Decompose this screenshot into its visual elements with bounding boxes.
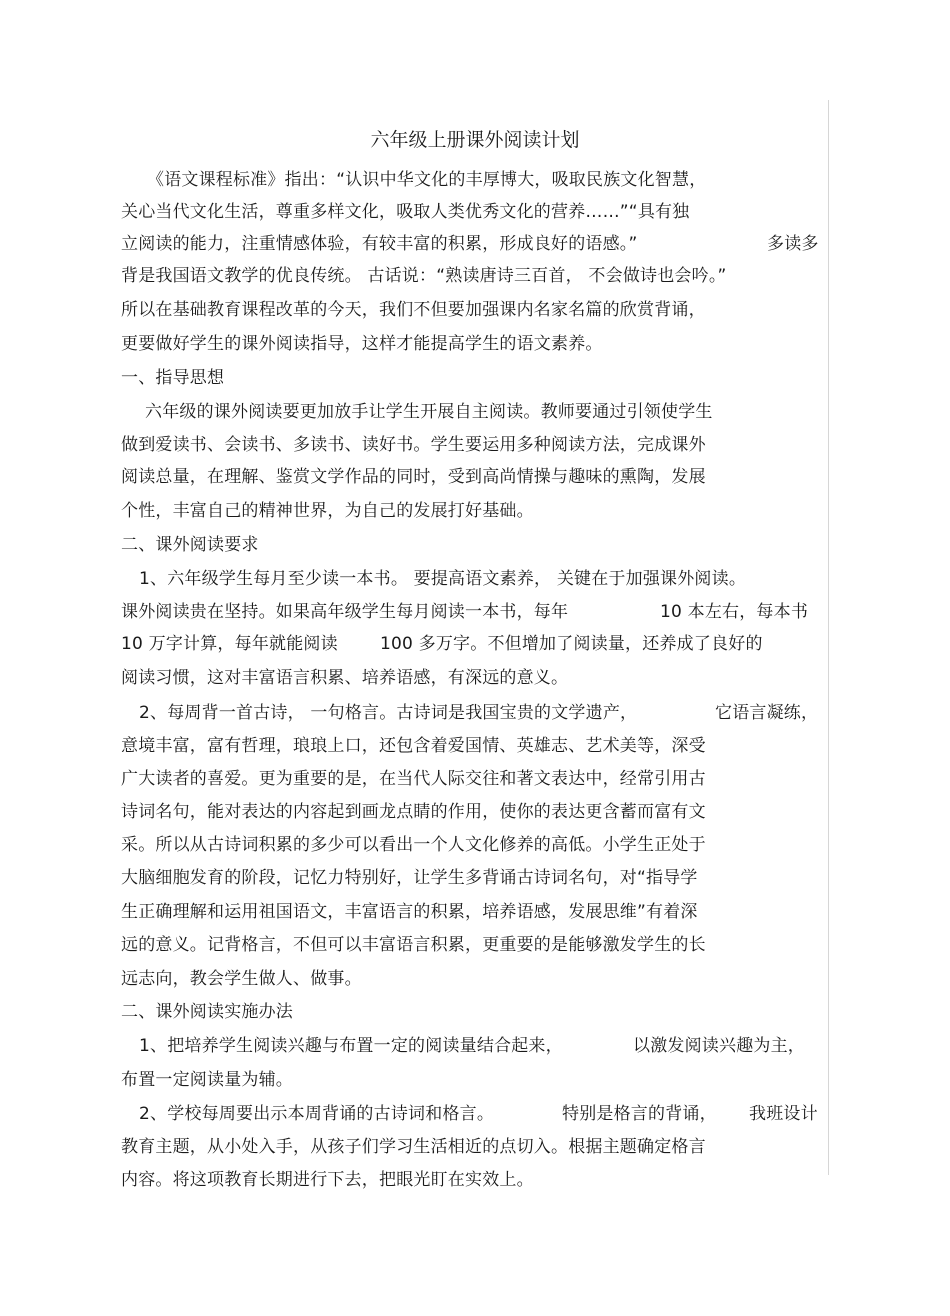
paragraph-line: 诗词名句，能对表达的内容起到画龙点睛的作用，使你的表达更含蓄而富有文	[121, 802, 706, 822]
paragraph-line: 所以在基础教育课程改革的今天，我们不但要加强课内名家名篇的欣赏背诵，	[121, 300, 706, 320]
paragraph-line: 六年级的课外阅读要更加放手让学生开展自主阅读。教师要通过引领使学生	[145, 402, 713, 422]
paragraph-line: 课外阅读贵在坚持。如果高年级学生每月阅读一本书，每年	[121, 602, 569, 622]
paragraph-line: 远的意义。记背格言，不但可以丰富语言积累，更重要的是能够激发学生的长	[121, 935, 706, 955]
paragraph-line: 《语文课程标准》指出：“认识中华文化的丰厚博大，吸取民族文化智慧，	[147, 170, 707, 190]
paragraph-line: 大脑细胞发育的阶段，记忆力特别好，让学生多背诵古诗词名句，对“指导学	[121, 868, 698, 888]
paragraph-line: 布置一定阅读量为辅。	[121, 1070, 293, 1090]
paragraph-line: 1、六年级学生每月至少读一本书。 要提高语文素养， 关键在于加强课外阅读。	[139, 569, 747, 589]
paragraph-line: 关心当代文化生活，尊重多样文化，吸取人类优秀文化的营养……”“具有独	[121, 202, 690, 222]
paragraph-line: 做到爱读书、会读书、多读书、读好书。学生要运用多种阅读方法，完成课外	[121, 435, 706, 455]
paragraph-line: 我班设计	[749, 1104, 818, 1124]
paragraph-line: 多读多	[767, 234, 819, 254]
paragraph-line: 更要做好学生的课外阅读指导，这样才能提高学生的语文素养。	[121, 334, 603, 354]
paragraph-line: 内容。将这项教育长期进行下去，把眼光盯在实效上。	[121, 1170, 534, 1190]
paragraph-line: 生正确理解和运用祖国语文，丰富语言的积累，培养语感，发展思维”有着深	[121, 902, 698, 922]
paragraph-line: 阅读总量，在理解、鉴赏文学作品的同时，受到高尚情操与趣味的熏陶，发展	[121, 467, 706, 487]
paragraph-line: 1、把培养学生阅读兴趣与布置一定的阅读量结合起来，	[139, 1036, 563, 1056]
page-title: 六年级上册课外阅读计划	[370, 129, 580, 151]
section-heading: 二、课外阅读要求	[121, 535, 259, 555]
paragraph-line: 教育主题，从小处入手，从孩子们学习生活相近的点切入。根据主题确定格言	[121, 1137, 706, 1157]
page-edge-divider	[828, 100, 829, 1175]
paragraph-line: 10 万字计算，每年就能阅读	[121, 634, 338, 654]
section-heading: 二、课外阅读实施办法	[121, 1002, 293, 1022]
paragraph-line: 100 多万字。不但增加了阅读量，还养成了良好的	[380, 634, 763, 654]
paragraph-line: 10 本左右，每本书	[660, 602, 809, 622]
paragraph-line: 2、学校每周要出示本周背诵的古诗词和格言。	[139, 1104, 495, 1124]
paragraph-line: 个性，丰富自己的精神世界，为自己的发展打好基础。	[121, 501, 534, 521]
paragraph-line: 以激发阅读兴趣为主，	[633, 1036, 805, 1056]
paragraph-line: 阅读习惯，这对丰富语言积累、培养语感，有深远的意义。	[121, 668, 569, 688]
paragraph-line: 远志向，教会学生做人、做事。	[121, 969, 362, 989]
paragraph-line: 立阅读的能力，注重情感体验，有较丰富的积累，形成良好的语感。”	[121, 234, 638, 254]
paragraph-line: 采。所以从古诗词积累的多少可以看出一个人文化修养的高低。小学生正处于	[121, 835, 706, 855]
paragraph-line: 广大读者的喜爱。更为重要的是，在当代人际交往和著文表达中，经常引用古	[121, 769, 706, 789]
paragraph-line: 它语言凝练，	[715, 703, 819, 723]
paragraph-line: 特别是格言的背诵，	[562, 1104, 717, 1124]
section-heading: 一、指导思想	[121, 368, 225, 388]
paragraph-line: 2、每周背一首古诗， 一句格言。古诗词是我国宝贵的文学遗产，	[139, 703, 638, 723]
paragraph-line: 背是我国语文教学的优良传统。 古话说：“熟读唐诗三百首， 不会做诗也会吟。”	[121, 266, 727, 286]
paragraph-line: 意境丰富，富有哲理，琅琅上口，还包含着爱国情、英雄志、艺术美等，深受	[121, 736, 706, 756]
